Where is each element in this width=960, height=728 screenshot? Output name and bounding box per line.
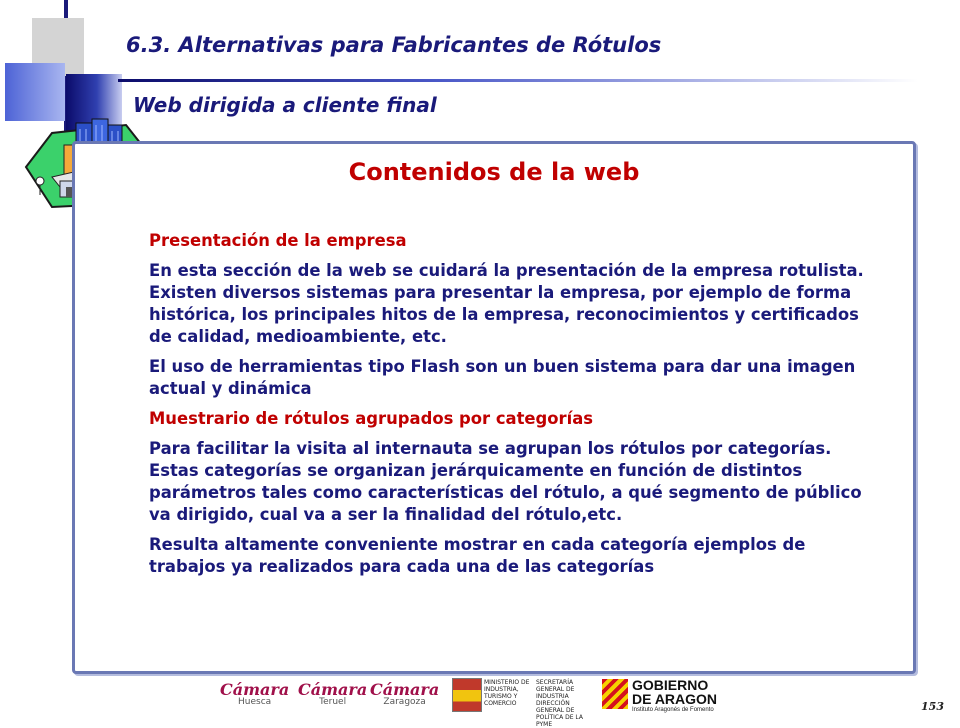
ministerio-text: MINISTERIO DE INDUSTRIA, TURISMO Y COMERCIO xyxy=(484,679,530,707)
content-heading: Contenidos de la web xyxy=(348,158,640,186)
camara-zaragoza-logo xyxy=(370,680,439,707)
paragraph: El uso de herramientas tipo Flash son un buen sistema para dar una imagen actual y dinámica xyxy=(149,357,856,398)
gobierno-subtitle: Instituto Aragonés de Fomento xyxy=(632,707,714,713)
secretaria-text: SECRETARÍA GENERAL DE INDUSTRIA DIRECCIÓN GENERAL DE POLÍTICA DE LA PYME xyxy=(536,679,583,728)
footer-logos xyxy=(220,676,740,728)
section-heading: Presentación de la empresa xyxy=(149,231,407,250)
gobierno-aragon-logo xyxy=(602,676,742,716)
camara-logo-text: Cámara xyxy=(298,680,368,699)
camara-logo-text: Cámara xyxy=(220,680,290,699)
camara-huesca-logo xyxy=(220,680,289,707)
camara-city: Teruel xyxy=(319,697,347,707)
section-heading: Muestrario de rótulos agrupados por categorías xyxy=(149,409,594,428)
paragraph: Para facilitar la visita al internauta se agrupan los rótulos por categorías. Estas categorías se organizan jerárquicamente en función de distintos parámetros tales como características del rótulo, a qué segmento de público va dirigido, cual va a ser la finalidad del rótulo,etc. xyxy=(149,439,862,524)
page-subtitle: Web dirigida a cliente final xyxy=(133,93,437,117)
ministerio-logo xyxy=(452,676,592,728)
camara-city: Huesca xyxy=(238,697,272,707)
page-title: 6.3. Alternativas para Fabricantes de Rótulos xyxy=(126,33,662,57)
decorative-horizontal-line xyxy=(118,79,918,82)
paragraph: En esta sección de la web se cuidará la presentación de la empresa rotulista. Existen diversos sistemas para presentar la empresa, por ejemplo de forma histórica, los principales hitos de la empresa, reconocimientos y certificados de calidad, medioambiente, etc. xyxy=(149,261,864,346)
content-paragraphs xyxy=(149,230,869,586)
camara-city: Zaragoza xyxy=(383,697,426,707)
gobierno-text xyxy=(632,678,717,706)
paragraph: Resulta altamente conveniente mostrar en cada categoría ejemplos de trabajos ya realizados para cada una de las categorías xyxy=(149,535,806,576)
camara-teruel-logo xyxy=(298,680,367,707)
gobierno-line1: GOBIERNO xyxy=(632,677,709,693)
content-box xyxy=(72,141,916,674)
coat-of-arms-icon xyxy=(452,678,482,712)
page-number: 153 xyxy=(921,700,944,713)
camara-logo-text: Cámara xyxy=(370,680,440,699)
decorative-blue-square xyxy=(5,63,65,121)
aragon-flag-icon xyxy=(602,679,628,709)
gobierno-line2: DE ARAGON xyxy=(632,691,718,707)
